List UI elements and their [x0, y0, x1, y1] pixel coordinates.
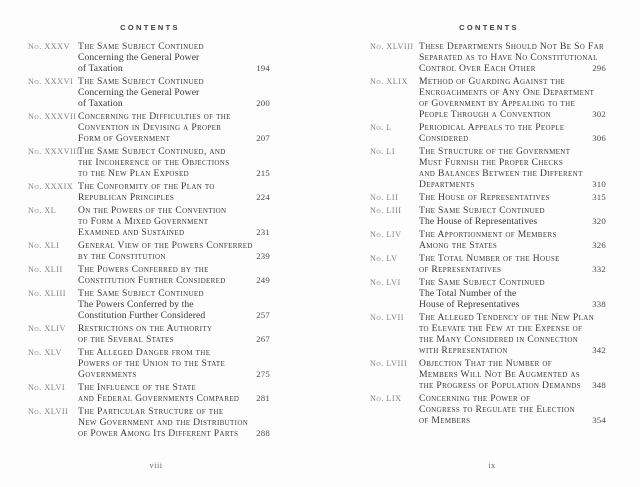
entry-page-number: 275 — [256, 369, 270, 379]
folio-left: viii — [149, 460, 163, 470]
entry-page-number: 257 — [256, 310, 270, 320]
entry-number: No. L — [370, 123, 392, 132]
entry-title — [419, 41, 606, 74]
entry-page-number: 267 — [256, 334, 270, 344]
toc-entry — [28, 111, 270, 144]
toc-entry — [370, 122, 606, 144]
entry-title-line: The Apportionment of Members — [419, 229, 557, 240]
entry-title-line: The Structure of the Government — [419, 146, 571, 157]
entry-title — [78, 41, 270, 74]
entry-number: No. LV — [370, 254, 398, 263]
entry-title-line: Convention in Devising a Proper — [78, 122, 222, 133]
entry-title-line: the Progress of Population Demands — [419, 380, 581, 391]
entry-page-number: 332 — [592, 264, 606, 274]
toc-entry — [370, 253, 606, 275]
toc-entry — [370, 277, 606, 310]
entry-title — [419, 312, 606, 356]
toc-entry — [370, 229, 606, 251]
entry-number: No. XLIX — [370, 77, 408, 86]
entry-title-line: The Powers Conferred by the — [78, 299, 194, 310]
entry-title — [78, 406, 270, 439]
entry-page-number: 320 — [592, 216, 606, 226]
entry-title-line: Control Over Each Other — [419, 63, 536, 74]
entry-title — [78, 146, 270, 179]
entry-title-line: House of Representatives — [419, 299, 520, 310]
toc-entry — [370, 205, 606, 227]
toc-entry — [370, 312, 606, 356]
entry-title-line: The Same Subject Continued — [78, 41, 204, 52]
toc-entry — [370, 76, 606, 120]
entry-number: No. XLVI — [28, 383, 66, 392]
entry-title-line: Congress to Regulate the Election — [419, 404, 575, 415]
entry-title — [419, 146, 606, 190]
entry-number: No. XXXVII — [28, 112, 77, 121]
entry-title-line: Members Will Not Be Augmented as — [419, 369, 581, 380]
entry-title-line: Examined and Sustained — [78, 227, 185, 238]
entry-title — [419, 205, 606, 227]
entry-title — [419, 277, 606, 310]
entry-page-number: 281 — [256, 393, 270, 403]
entry-title — [78, 264, 270, 286]
entry-title-line: of the Several States — [78, 334, 174, 345]
entry-title-line: New Government and the Distribution — [78, 417, 249, 428]
toc-entry — [370, 393, 606, 426]
entry-title — [78, 347, 270, 380]
entry-title-line: Departments — [419, 179, 475, 190]
entry-title-line: of Government by Appealing to the — [419, 98, 576, 109]
entry-title-line: Objection That the Number of — [419, 358, 553, 369]
entry-title-line: The Alleged Tendency of the New Plan — [419, 312, 595, 323]
page-viii — [28, 23, 270, 441]
page-ix — [370, 23, 606, 428]
entry-title-line: Constitution Further Considered — [78, 275, 226, 286]
entry-title-line: The Powers Conferred by the — [78, 264, 209, 275]
entry-title-line: Constitution Further Considered — [78, 310, 206, 321]
entry-title-line: to Form a Mixed Government — [78, 216, 209, 227]
entry-title-line: The Total Number of the — [419, 288, 517, 299]
entry-page-number: 215 — [256, 168, 270, 178]
entry-number: No. LIX — [370, 394, 402, 403]
entry-number: No. XLII — [28, 265, 63, 274]
entry-title-line: On the Powers of the Convention — [78, 205, 227, 216]
entry-title-line: The Total Number of the House — [419, 253, 560, 264]
entry-title-line: Republican Principles — [78, 192, 175, 203]
entry-title-line: with Representation — [419, 345, 508, 356]
entry-title — [78, 181, 270, 203]
toc-entry — [28, 240, 270, 262]
entry-title-line: Method of Guarding Against the — [419, 76, 566, 87]
entry-title-line: These Departments Should Not Be So Far — [419, 41, 605, 52]
entry-title-line: Concerning the General Power — [78, 52, 200, 63]
entry-number: No. XLVII — [28, 407, 69, 416]
entry-title-line: Form of Government — [78, 133, 171, 144]
toc-entry — [28, 382, 270, 404]
entry-title — [78, 76, 270, 109]
toc-entry — [28, 205, 270, 238]
entry-title-line: to the New Plan Exposed — [78, 168, 190, 179]
toc-entry — [28, 347, 270, 380]
entry-page-number: 296 — [592, 63, 606, 73]
toc-entry — [28, 264, 270, 286]
entry-title-line: Concerning the Power of — [419, 393, 531, 404]
entry-number: No. LII — [370, 193, 399, 202]
entry-number: No. XXXIX — [28, 182, 74, 191]
entry-number: No. LIV — [370, 230, 402, 239]
entry-number: No. LVIII — [370, 359, 408, 368]
toc-entries-left — [28, 41, 270, 439]
entry-number: No. XLVIII — [370, 42, 414, 51]
entry-title-line: The Alleged Danger from the — [78, 347, 211, 358]
entry-number: No. XLIII — [28, 289, 66, 298]
entry-title-line: of Taxation — [78, 63, 123, 74]
entry-title-line: Separated as to Have No Constitutional — [419, 52, 598, 63]
toc-entry — [28, 146, 270, 179]
toc-entry — [28, 41, 270, 74]
entry-number: No. XLIV — [28, 324, 66, 333]
entry-title-line: The House of Representatives — [419, 192, 550, 203]
page-header: CONTENTS — [459, 23, 519, 32]
entry-title-line: The House of Representatives — [419, 216, 538, 227]
entry-page-number: 354 — [592, 415, 606, 425]
entry-title-line: Encroachments of Any One Department — [419, 87, 595, 98]
entry-title-line: Restrictions on the Authority — [78, 323, 213, 334]
entry-title-line: and Federal Governments Compared — [78, 393, 240, 404]
entry-page-number: 194 — [256, 63, 270, 73]
entry-number: No. XLV — [28, 348, 62, 357]
entry-title — [419, 229, 606, 251]
entry-page-number: 224 — [256, 192, 270, 202]
toc-entry — [28, 323, 270, 345]
entry-title-line: The Particular Structure of the — [78, 406, 224, 417]
entry-title-line: Governments — [78, 369, 137, 380]
entry-title-line: Must Furnish the Proper Checks — [419, 157, 564, 168]
entry-title-line: Periodical Appeals to the People — [419, 122, 565, 133]
entry-title-line: The Same Subject Continued, and — [78, 146, 226, 157]
entry-number: No. XXXVIII — [28, 147, 80, 156]
entry-title-line: of Taxation — [78, 98, 123, 109]
toc-entry — [370, 146, 606, 190]
entry-page-number: 326 — [592, 240, 606, 250]
entry-title-line: The Influence of the State — [78, 382, 197, 393]
entry-page-number: 249 — [256, 275, 270, 285]
entry-title-line: The Same Subject Continued — [419, 277, 545, 288]
entry-title-line: Concerning the General Power — [78, 87, 200, 98]
entry-number: No. XLI — [28, 241, 60, 250]
entry-title-line: the Incoherence of the Objections — [78, 157, 230, 168]
entry-title-line: Among the States — [419, 240, 498, 251]
entry-title — [78, 111, 270, 144]
entry-title-line: The Same Subject Continued — [419, 205, 545, 216]
entry-title-line: The Conformity of the Plan to — [78, 181, 215, 192]
entry-title-line: The Same Subject Continued — [78, 288, 204, 299]
entry-title — [78, 288, 270, 321]
toc-entry — [28, 181, 270, 203]
entry-title-line: of Power Among Its Different Parts — [78, 428, 239, 439]
page-header: CONTENTS — [120, 23, 180, 32]
toc-entries-right — [370, 41, 606, 426]
entry-title — [419, 393, 606, 426]
entry-page-number: 200 — [256, 98, 270, 108]
entry-number: No. LVII — [370, 313, 404, 322]
toc-entry — [370, 192, 606, 203]
entry-page-number: 310 — [592, 179, 606, 189]
entry-title-line: Concerning the Difficulties of the — [78, 111, 231, 122]
entry-page-number: 231 — [256, 227, 270, 237]
entry-title — [419, 192, 606, 203]
entry-title — [419, 253, 606, 275]
toc-entry — [28, 288, 270, 321]
entry-page-number: 239 — [256, 251, 270, 261]
entry-title-line: by the Constitution — [78, 251, 166, 262]
entry-page-number: 348 — [592, 380, 606, 390]
entry-title — [419, 358, 606, 391]
toc-entry — [370, 358, 606, 391]
entry-title-line: of Members — [419, 415, 471, 426]
entry-title — [419, 76, 606, 120]
entry-title — [78, 382, 270, 404]
entry-page-number: 288 — [256, 428, 270, 438]
entry-title-line: People Through a Convention — [419, 109, 552, 120]
entry-page-number: 306 — [592, 133, 606, 143]
entry-page-number: 207 — [256, 133, 270, 143]
entry-title-line: of Representatives — [419, 264, 502, 275]
entry-number: No. LVI — [370, 278, 401, 287]
toc-entry — [28, 406, 270, 439]
entry-page-number: 315 — [592, 192, 606, 202]
entry-title-line: The Same Subject Continued — [78, 76, 204, 87]
toc-entry — [370, 41, 606, 74]
entry-title-line: to Elevate the Few at the Expense of — [419, 323, 583, 334]
entry-title-line: the Many Considered in Connection — [419, 334, 579, 345]
entry-page-number: 342 — [592, 345, 606, 355]
entry-title — [78, 240, 270, 262]
entry-number: No. LI — [370, 147, 396, 156]
toc-entry — [28, 76, 270, 109]
entry-number: No. XXXVI — [28, 77, 74, 86]
entry-title-line: Powers of the Union to the State — [78, 358, 226, 369]
entry-title — [78, 323, 270, 345]
entry-title — [419, 122, 606, 144]
entry-title-line: General View of the Powers Conferred — [78, 240, 253, 251]
entry-page-number: 338 — [592, 299, 606, 309]
folio-right: ix — [488, 460, 496, 470]
entry-title-line: and Balances Between the Different — [419, 168, 583, 179]
entry-title-line: Considered — [419, 133, 469, 144]
entry-number: No. XXXV — [28, 42, 70, 51]
entry-title — [78, 205, 270, 238]
entry-number: No. LIII — [370, 206, 402, 215]
entry-number: No. XL — [28, 206, 57, 215]
entry-page-number: 302 — [592, 109, 606, 119]
